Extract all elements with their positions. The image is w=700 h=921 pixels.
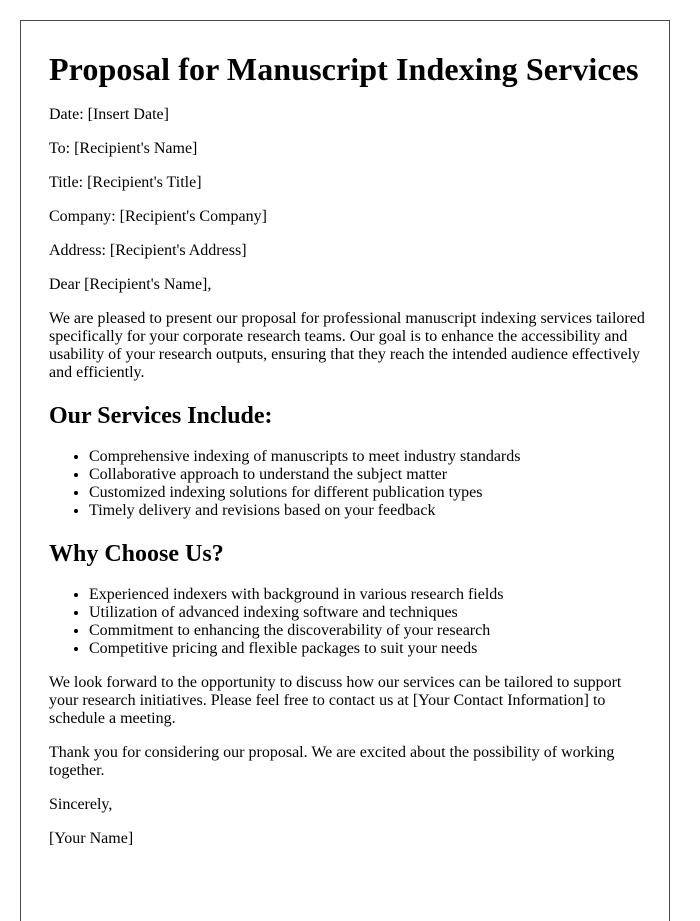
document-title: Proposal for Manuscript Indexing Services bbox=[49, 51, 639, 87]
services-heading: Our Services Include: bbox=[49, 403, 273, 429]
thanks-paragraph: Thank you for considering our proposal. We are excited about the possibility of working together. bbox=[49, 744, 615, 779]
list-item: • Comprehensive indexing of manuscripts to meet industry standards bbox=[89, 448, 649, 466]
list-item: • Utilization of advanced indexing software and techniques bbox=[89, 604, 649, 622]
signoff: Sincerely, bbox=[49, 796, 113, 813]
list-item: • Collaborative approach to understand the subject matter bbox=[89, 466, 649, 484]
recipient-title-line: Title: [Recipient's Title] bbox=[49, 174, 202, 191]
recipient-company-line: Company: [Recipient's Company] bbox=[49, 208, 267, 225]
list-item: • Experienced indexers with background in various research fields bbox=[89, 586, 649, 604]
salutation: Dear [Recipient's Name], bbox=[49, 276, 212, 293]
signature-name: [Your Name] bbox=[49, 830, 134, 847]
why-choose-us-heading: Why Choose Us? bbox=[49, 541, 224, 567]
list-item: • Competitive pricing and flexible packages to suit your needs bbox=[89, 640, 649, 658]
recipient-address-line: Address: [Recipient's Address] bbox=[49, 242, 247, 259]
list-item: • Customized indexing solutions for different publication types bbox=[89, 484, 649, 502]
services-list bbox=[49, 448, 649, 520]
list-item: • Commitment to enhancing the discoverability of your research bbox=[89, 622, 649, 640]
closing-paragraph: We look forward to the opportunity to discuss how our services can be tailored to support your research initiatives. Please feel free to contact us at [Your Contact Information] to schedule a meeting. bbox=[49, 674, 622, 727]
list-item: • Timely delivery and revisions based on your feedback bbox=[89, 502, 649, 520]
letter-page bbox=[20, 20, 670, 921]
intro-paragraph: We are pleased to present our proposal for professional manuscript indexing services tailored specifically for your corporate research teams. Our goal is to enhance the accessibility and usability of your research outputs, ensuring that they reach the intended audience effectively and efficiently. bbox=[49, 310, 645, 381]
recipient-name-line: To: [Recipient's Name] bbox=[49, 140, 198, 157]
why-choose-us-list bbox=[49, 586, 649, 658]
date-line: Date: [Insert Date] bbox=[49, 106, 169, 123]
